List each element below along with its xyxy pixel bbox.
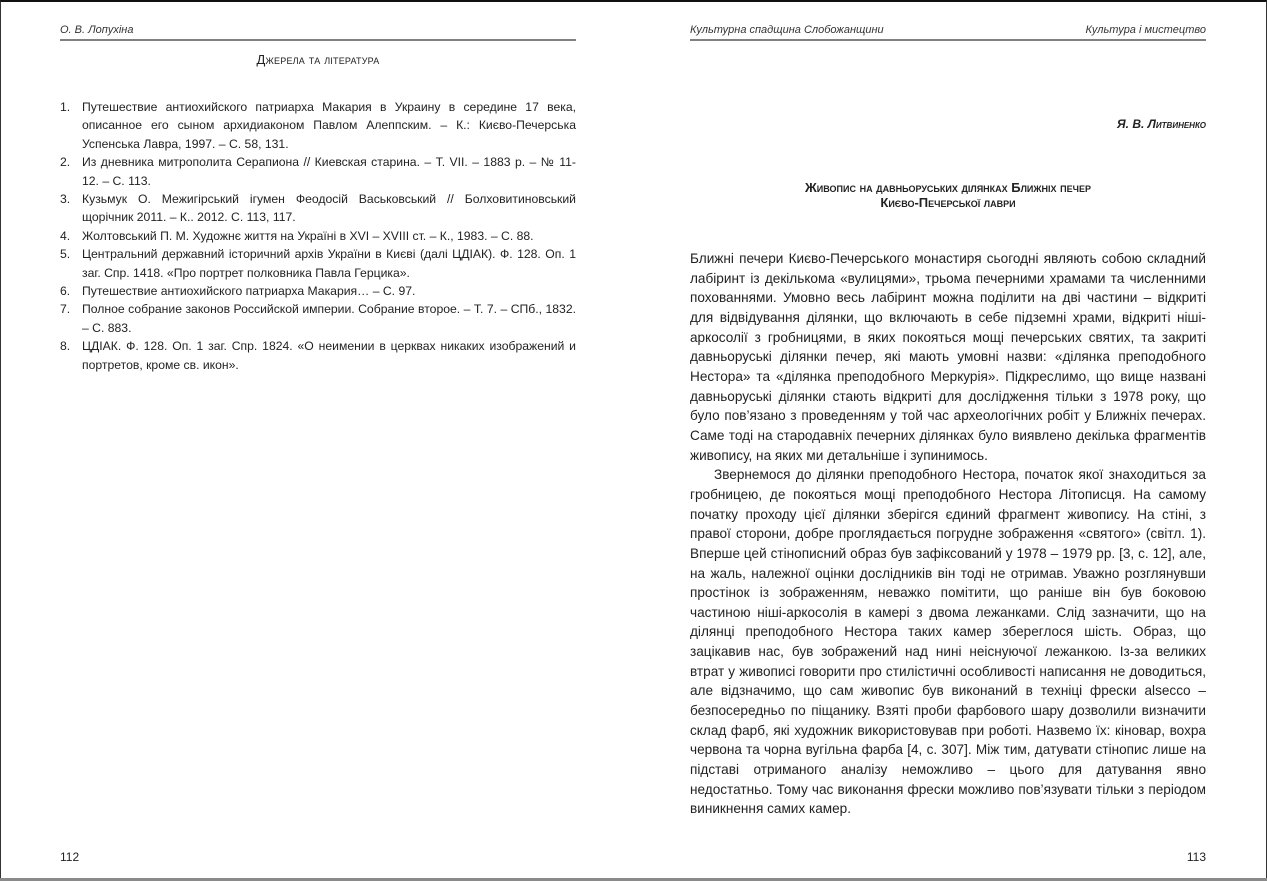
section-title: Джерела та література [256, 52, 380, 67]
reference-item: 6. Путешествие антиохийского патриарха Макария… – С. 97. [60, 284, 416, 299]
article-title: Живопис на давньоруських ділянках Ближніх печер Києво-Печерської лаври [805, 180, 1091, 210]
reference-item: 7. Полное собрание законов Российской империи. Собрание второе. – Т. 7. – СПб., 1832. – С. 883. [60, 302, 576, 335]
reference-item: 5. Центральний державний історичний архів України в Києві (далі ЦДІАК). Ф. 128. Оп. 1 заг. Спр. 1418. «Про портрет полковника Павла Герцика». [60, 247, 576, 280]
paragraph: Ближні печери Києво-Печерського монастиря сьогодні являють собою складний лабіринт із декількома «вулицями», трьома печерними храмами та численними похованнями. Умовно весь лабіринт можна поділити на дві частини – відкриті для відвідування ділянки, що включають в себе підземні храми, відкриті ніші-аркосолії з гробницями, в яких покояться мощі печерських святих, та закриті давньоруські ділянки печер, які мають умовні назви: «ділянка преподобного Нестора» та «ділянка преподобного Меркурія». Підкреслимо, що вище названі давньоруські ділянки стають відкриті для дослідження тільки з 1978 року, що було пов’язано з проведенням у той час археологічних робіт у Ближніх печерах. Саме тоді на стародавніх печерних ділянках було виявлено декілька фрагментів живопису, на яких ми детальніше і зупинимось. [690, 251, 1206, 463]
reference-item: 8. ЦДІАК. Ф. 128. Оп. 1 заг. Спр. 1824. «О неимении в церквах никаких изображений и портретов, кроме св. икон». [60, 339, 576, 372]
running-head-section: Культура і мистецтво [1085, 24, 1206, 36]
page-number: 112 [60, 850, 80, 864]
running-head [60, 24, 576, 41]
article-author: Я. В. Литвиненко [1116, 117, 1206, 131]
running-head-author: О. В. Лопухіна [60, 24, 134, 36]
reference-item: 1. Путешествие антиохийского патриарха Макария в Украину в середине 17 века, описанное его сыном архидиаконом Павлом Алеппским. – К.: Києво-Печерська Успенська Лавра, 1997. – С. 58, 131. [60, 100, 576, 151]
reference-item: 4. Жолтовський П. М. Художнє життя на Україні в XVI – XVIII ст. – К., 1983. – С. 88. [60, 228, 534, 243]
reference-item: 2. Из дневника митрополита Серапиона // Киевская старина. – Т. VII. – 1883 р. – № 11-12. – С. 113. [60, 155, 576, 188]
running-head [690, 24, 1206, 41]
paragraph: Звернемося до ділянки преподобного Нестора, початок якої знаходиться за гробницею, де покояться мощі преподобного Нестора Літописця. На самому початку проходу цієї ділянки зберігся єдиний фрагмент живопису. На стіні, з правої сторони, добре проглядається погрудне зображення «святого» (світл. 1). Вперше цей стінописний образ був зафіксований у 1978 – 1979 рр. [3, с. 12], але, на жаль, належної оцінки дослідників він тоді не отримав. Уважно розглянувши простінок із зображенням, неважко помітити, що раніше він був боковою частиною ніші-аркосолія в камері з двома лежанками. Слід зазначити, що на ділянці преподобного Нестора таких камер збереглося шість. Образ, що зацікавив нас, був зображений над нині неіснуючої лежанкою. Із-за великих втрат у живописі говорити про стилістичні особливості написання не доводиться, але відзначимо, що сам живопис був виконаний в техніці фрески alsecco – безпосередньо по піщанику. Взяті проби фарбового шару дозволили визначити склад фарб, які художник використовував при роботі. Назвемо їх: кіновар, вохра червона та чорна вугільна фарба [4, с. 307]. Між тим, датувати стінопис лише на підставі отриманого аналізу неможливо – цього для датування явно недостатньо. Тому час виконання фрески можливо пов’язувати тільки з періодом виникнення самих камер. [690, 467, 1206, 817]
page-number: 113 [1186, 850, 1206, 864]
left-page [60, 0, 576, 881]
reference-item: 3. Кузьмук О. Межигірський ігумен Феодосій Васьковський // Болховитиновський щорічник 2011. – К.. 2012. С. 113, 117. [60, 192, 576, 225]
article-body [690, 249, 1206, 819]
reference-list [60, 98, 576, 374]
running-head-journal: Культурна спадщина Слобожанщини [690, 24, 884, 36]
right-page [690, 0, 1206, 881]
